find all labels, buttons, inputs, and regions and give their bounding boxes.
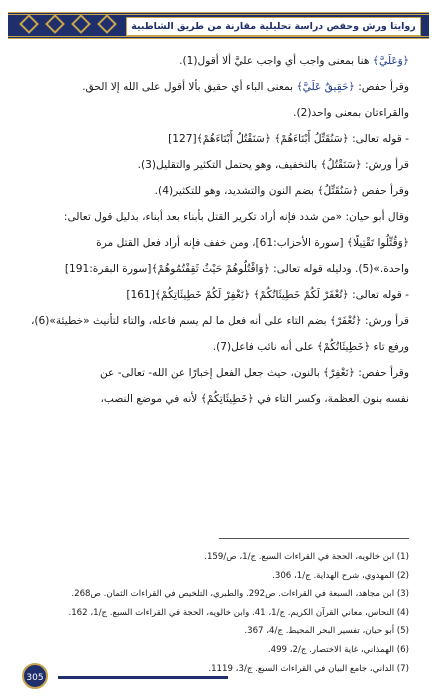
footnote: (4) النحاس، معاني القرآن الكريم. ج/1، 41. وابن خالويه، الحجة في القراءات السبع. ج/1، 162. [68,607,409,618]
text-line: وقرأ حفص ﴿سَنُقَتِّلُ﴾ بضم النون والتشديد، وهو للتكثير(4). [154,185,409,197]
footnote: (5) أبو حيان، تفسير البحر المحيط. ج/4، 367. [244,626,409,637]
footnote: (6) الهمذاني، غاية الاختصار. ج/2، 499. [267,644,409,655]
footnote: (1) ابن خالويه، الحجة في القراءات السبع. ج/1، ص/159. [204,552,409,562]
text-line: وقرأ حفص: ﴿نَغْفِرْ﴾ بالنون، حيث جعل الفعل إخبارًا عن الله- تعالى- عن [99,367,409,379]
text-line: ﴿وَقُتِّلُوا تَقْتِيلًا﴾ [سورة الأحزاب:61]، ومن خفف فإنه أراد فعل القتل مرة [96,237,409,249]
page-header [8,12,429,39]
ornament-diamond-icon [45,14,65,34]
footnote: (7) الداني، جامع البيان في القراءات السبع. ج/3، 1119. [208,663,409,674]
footnote: (2) المهدوي، شرح الهداية. ج/1، 306. [272,570,409,581]
running-title: روايتا ورش وحفص دراسة تحليلية مقارنة من طريق الشاطبية [126,17,421,36]
text-line: وقال أبو حيان: «من شدد فإنه أراد تكرير القتل بأبناء بعد أبناء، بدليل قول تعالى: [63,211,409,223]
footnotes [28,548,409,678]
text-line: - قوله تعالى: ﴿سَنُقَتِّلُ أَبْنَاءَهُمْ﴾ ﴿سَنَقْتُلُ أَبْنَاءَهُمْ﴾[127] [168,133,409,145]
footnote-separator [219,538,409,539]
footnote: (3) ابن مجاهد، السبعة في القراءات. ص292. والطبري، التلخيص في القراءات الثمان. ص268. [71,589,409,600]
ornament-diamond-icon [97,14,117,34]
text-line: ورفع تاء ﴿خَطِيئَاتُكُمْ﴾ على أنه نائب فاعل(7). [212,341,409,353]
ornament-diamond-icon [19,14,39,34]
text-line: قرأ ورش: ﴿سَنَقْتُلُ﴾ بالتخفيف، وهو يحتمل التكثير والتقليل(3). [137,159,409,171]
text-line: - قوله تعالى: ﴿تُغْفَرْ لَكُمْ خَطِيئَاتُكُمْ﴾ ﴿نَغْفِرْ لَكُمْ خَطِيئَاتِكُمْ﴾[161] [126,289,409,301]
text-line: قرأ ورش: ﴿تُغْفَرْ﴾ بضم التاء على أنه فعل ما لم يسم فاعله، والتاء لتأنيث «خطيئة»(6)، [30,315,409,327]
footer-rule [58,676,228,679]
text-line: ﴿وَعَلَيَّ﴾ هنا بمعنى واجب أي واجب عليَّ ألا أقول(1). [179,55,409,67]
ornament-diamond-icon [71,14,91,34]
main-text [28,48,409,412]
text-line: نفسه بنون العظمة، وكسر التاء في ﴿خَطِيئَاتِكُمْ﴾ لأنه في موضع النصب، [100,393,409,405]
page-footer [8,660,429,690]
text-line: واحدة.»(5). ودليله قوله تعالى: ﴿وَاقْتُلُوهُمْ حَيْثُ ثَقِفْتُمُوهُمْ﴾[سورة البقرة:191] [64,263,409,275]
page-number-badge: 305 [22,663,48,689]
text-line: وقرأ حفص: ﴿حَقِيقٌ عَلَيَّ﴾ بمعنى الباء أي حقيق بألا أقول على الله إلا الحق. [82,81,409,93]
text-line: والقراءتان بمعنى واحد(2). [293,107,409,119]
